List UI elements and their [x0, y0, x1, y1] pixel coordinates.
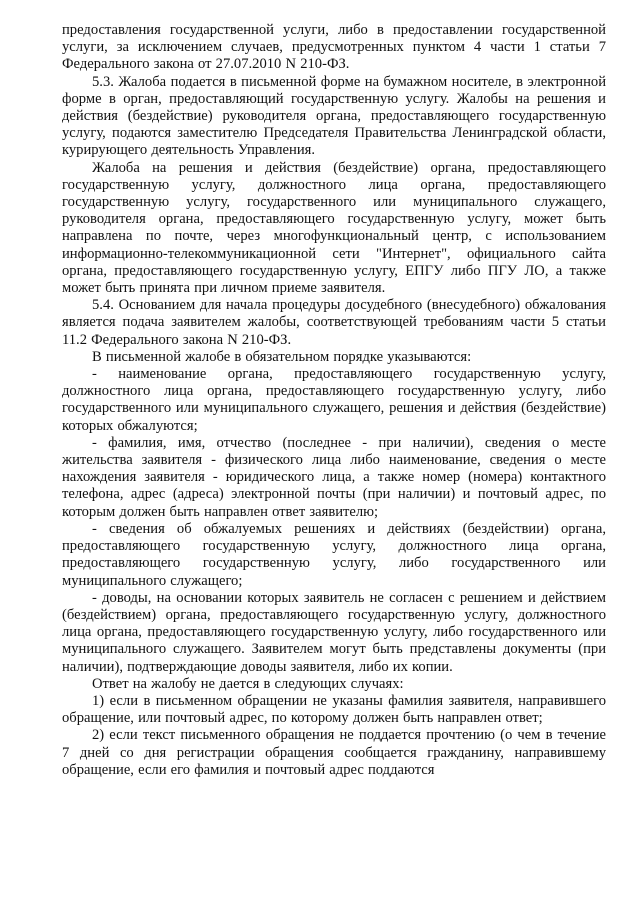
list-item-case-1: 1) если в письменном обращении не указаны фамилия заявителя, направившего обращение, или почтовый адрес, по которому должен быть направлен ответ; — [62, 692, 606, 727]
list-item-arguments: - доводы, на основании которых заявитель не согласен с решением и действием (бездействием) органа, предоставляющего государственную услугу, должностного лица органа, предоставляющего государственную услугу, либо государственного или муниципального служащего. Заявителем могут быть представлены документы (при наличии), подтверждающие доводы заявителя, либо их копии. — [62, 589, 606, 675]
paragraph-5-3: 5.3. Жалоба подается в письменной форме на бумажном носителе, в электронной форме в орган, предоставляющий государственную услугу. Жалобы на решения и действия (бездействие) руководителя органа, предоставляющего государственную услугу, подаются заместителю Председателя Правительства Ленинградской области, курирующего деятельность Управления. — [62, 73, 606, 159]
paragraph-continuation: предоставления государственной услуги, либо в предоставлении государственной услуги, за исключением случаев, предусмотренных пунктом 4 части 1 статьи 7 Федерального закона от 27.07.2010 N 210-ФЗ. — [62, 22, 606, 73]
paragraph-complaint-channels: Жалоба на решения и действия (бездействие) органа, предоставляющего государственную услугу, должностного лица органа, предоставляющего государственную услугу, государственного или муниципального служащего, руководителя органа, предоставляющего государственную услугу, может быть направлена по почте, через многофункциональный центр, с использованием информационно-телекоммуникационной сети "Интернет", официального сайта органа, предоставляющего государственную услугу, ЕПГУ либо ПГУ ЛО, а также может быть принята при личном приеме заявителя. — [62, 159, 606, 297]
paragraph-required-items-intro: В письменной жалобе в обязательном порядке указываются: — [92, 348, 472, 365]
paragraph-no-response-intro: Ответ на жалобу не дается в следующих случаях: — [92, 675, 404, 692]
list-item-case-2: 2) если текст письменного обращения не поддается прочтению (о чем в течение 7 дней со дня регистрации обращения сообщается гражданину, направившему обращение, если его фамилия и почтовый адрес поддаются — [62, 727, 606, 778]
list-item-applicant-details: - фамилия, имя, отчество (последнее - при наличии), сведения о месте жительства заявителя - физического лица либо наименование, сведения о месте нахождения заявителя - юридического лица, а также номер (номера) контактного телефона, адрес (адреса) электронной почты (при наличии) и почтовый адрес, по которым должен быть направлен ответ заявителю; — [62, 434, 606, 520]
paragraph-5-4: 5.4. Основанием для начала процедуры досудебного (внесудебного) обжалования является подача заявителем жалобы, соответствующей требованиям части 5 статьи 11.2 Федерального закона N 210-ФЗ. — [62, 297, 606, 348]
list-item-appealed-decisions: - сведения об обжалуемых решениях и действиях (бездействии) органа, предоставляющего государственную услугу, должностного лица органа, предоставляющего государственную услугу, либо государственного или муниципального служащего; — [62, 520, 606, 589]
list-item-body-name: - наименование органа, предоставляющего государственную услугу, должностного лица органа, предоставляющего государственную услугу, либо государственного или муниципального служащего, решения и действия (бездействие) которых обжалуются; — [62, 366, 606, 434]
